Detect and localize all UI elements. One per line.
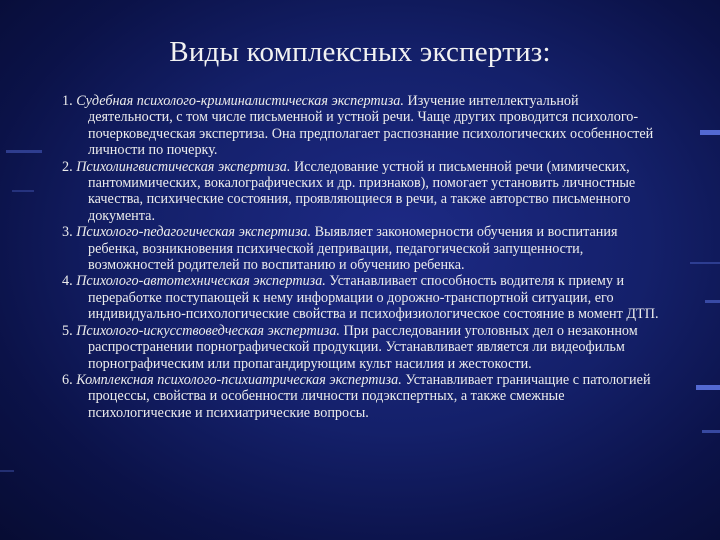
item-text: Исследование устной и письменной речи (мимических, пантомимических, вокалографических и др. признаков), помогает установить личностные качества, психические состояния, проявляющиеся в речи, а также авторство письменного документа. <box>88 158 636 224</box>
list-item <box>62 159 662 225</box>
list-item <box>62 93 662 159</box>
item-text: Выявляет закономерности обучения и воспитания ребенка, возникновения психической депривации, педагогической запущенности, возможностей родителей по воспитанию и обучению ребенка. <box>88 224 618 274</box>
item-text: При расследовании уголовных дел о незаконном распространении порнографической продукции. Устанавливает является ли видеофильм порнографическим или пропагандирующим культ насилия и жестокости. <box>88 322 638 372</box>
item-number: 3. <box>62 224 73 241</box>
list-item <box>62 224 662 273</box>
decorative-stripe <box>6 150 42 153</box>
decorative-stripe <box>705 300 720 303</box>
item-term: Психолого-автотехническая экспертиза. <box>76 273 326 290</box>
item-number: 4. <box>62 273 73 290</box>
item-term: Судебная психолого-криминалистическая экспертиза. <box>76 93 404 109</box>
item-term: Психолого-педагогическая экспертиза. <box>76 224 312 241</box>
item-text: Устанавливает граничащие с патологией процессы, свойства и особенности личности подэкспертных, а также смежные психологические и психиатрические вопросы. <box>88 371 651 421</box>
item-number: 6. <box>62 371 73 388</box>
list-item <box>62 323 662 372</box>
decorative-stripe <box>696 385 720 390</box>
item-term: Психолингвистическая экспертиза. <box>76 158 291 175</box>
decorative-stripe <box>702 430 720 433</box>
list-item <box>62 273 662 322</box>
item-number: 1. <box>62 93 73 109</box>
decorative-stripe <box>690 262 720 264</box>
decorative-stripe <box>0 470 14 472</box>
list-item <box>62 372 662 421</box>
item-term: Психолого-искусствоведческая экспертиза. <box>76 322 340 339</box>
item-term: Комплексная психолого-психиатрическая экспертиза. <box>76 371 402 388</box>
item-number: 2. <box>62 158 73 175</box>
slide-title: Виды комплексных экспертиз: <box>169 36 551 68</box>
item-text: Изучение интеллектуальной деятельности, с том числе письменной и устной речи. Чаще других проводится психолого-почерковедческая экспертиза. Она предполагает распознание психологических особенностей личности по почерку. <box>88 93 654 159</box>
slide-body <box>62 93 662 421</box>
item-text: Устанавливает способность водителя к приему и переработке поступающей к нему информации о дорожно-транспортной ситуации, его индивидуально-психологические свойства и психофизиологическое состояние в момент ДТП. <box>88 273 659 323</box>
decorative-stripe <box>12 190 34 192</box>
decorative-stripe <box>700 130 720 135</box>
item-number: 5. <box>62 322 73 339</box>
